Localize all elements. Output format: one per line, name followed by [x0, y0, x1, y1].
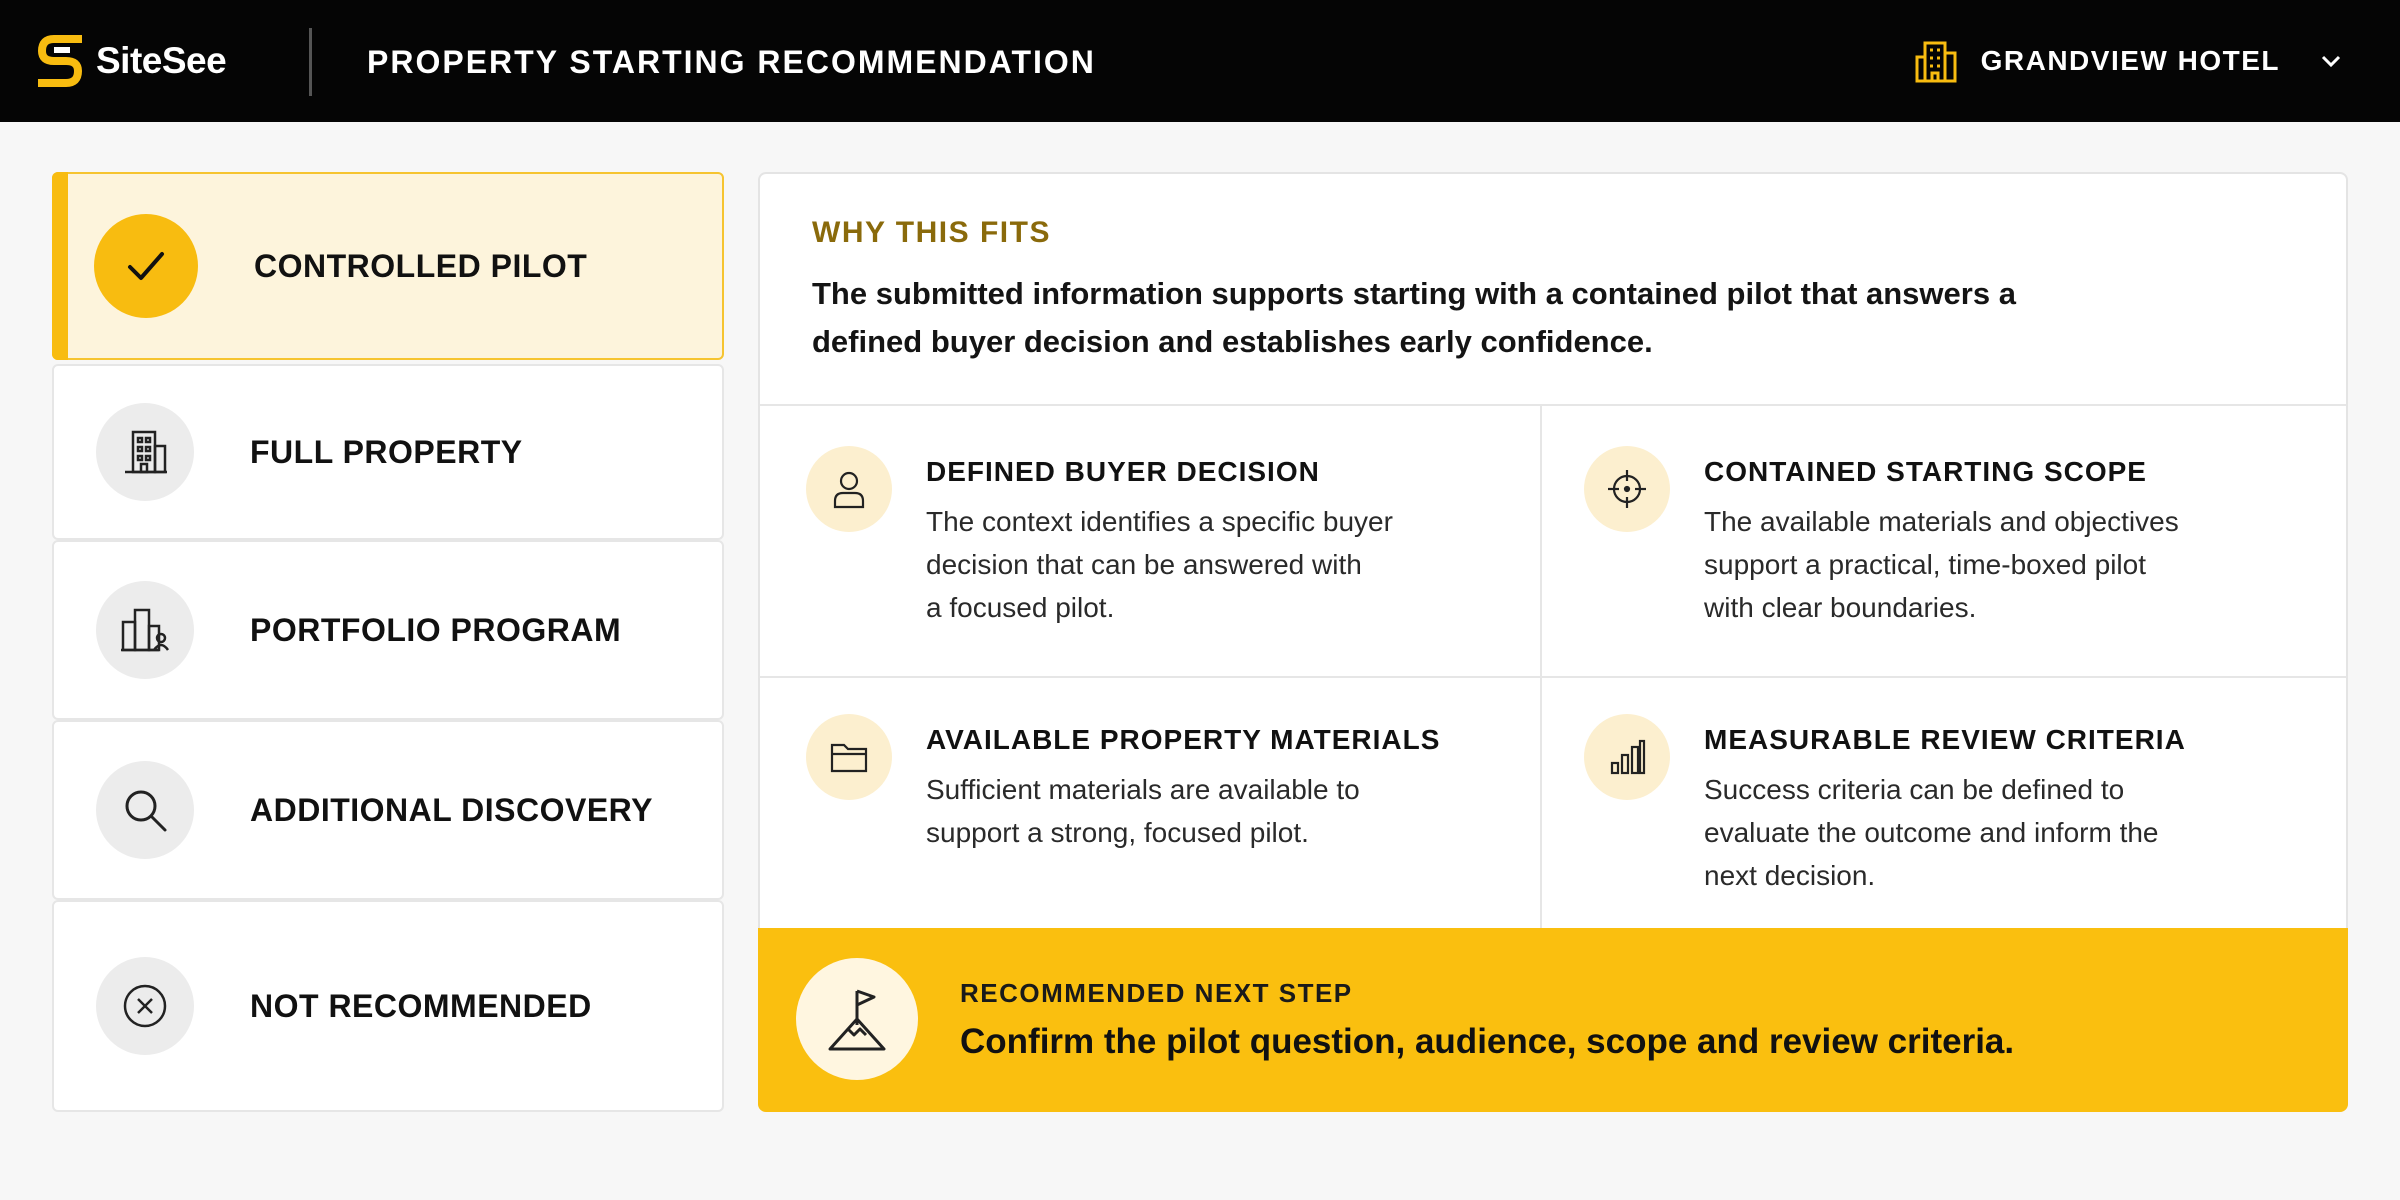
next-step-banner[interactable] — [758, 928, 2348, 1112]
search-icon — [119, 784, 171, 836]
reason-title: DEFINED BUYER DECISION — [926, 456, 1320, 487]
next-step-label: RECOMMENDED NEXT STEP — [960, 978, 1353, 1008]
reason-description-line: next decision. — [1704, 860, 1876, 891]
reason-description — [926, 500, 1393, 629]
brand-logo[interactable] — [34, 30, 226, 92]
property-name: GRANDVIEW HOTEL — [1980, 45, 2280, 76]
chevron-down-icon[interactable] — [2318, 48, 2344, 74]
option-not-recommended[interactable] — [52, 900, 724, 1112]
flag-badge — [796, 958, 918, 1080]
option-icon-badge — [96, 581, 194, 679]
reason-description-line: evaluate the outcome and inform the — [1704, 817, 2159, 848]
option-additional-discovery[interactable] — [52, 720, 724, 900]
reason-icon-badge — [806, 446, 892, 532]
reason-description — [926, 768, 1360, 854]
reason-icon-badge — [1584, 714, 1670, 800]
reason-title: AVAILABLE PROPERTY MATERIALS — [926, 724, 1441, 755]
divider — [760, 404, 2346, 406]
option-icon-badge — [96, 403, 194, 501]
reason-icon-badge — [806, 714, 892, 800]
option-controlled-pilot[interactable] — [52, 172, 724, 360]
reason-measurable-review-criteria — [1584, 714, 2324, 914]
mountain-flag-icon — [824, 983, 890, 1055]
page-title: PROPERTY STARTING RECOMMENDATION — [367, 44, 1096, 80]
header-divider — [309, 28, 312, 96]
reason-description-line: support a strong, focused pilot. — [926, 817, 1309, 848]
reason-title: CONTAINED STARTING SCOPE — [1704, 456, 2147, 487]
building-icon — [119, 426, 171, 478]
reason-icon-badge — [1584, 446, 1670, 532]
bar-chart-icon — [1605, 735, 1649, 779]
option-label: CONTROLLED PILOT — [254, 247, 588, 284]
reason-description — [1704, 768, 2159, 897]
option-label: PORTFOLIO PROGRAM — [250, 611, 622, 648]
check-icon — [120, 240, 172, 292]
top-bar — [0, 0, 2400, 122]
sitesee-logo-icon — [34, 31, 86, 91]
property-selector[interactable] — [1915, 36, 2344, 86]
option-icon-badge — [96, 957, 194, 1055]
option-label: NOT RECOMMENDED — [250, 987, 592, 1024]
divider — [760, 676, 2346, 678]
next-step-text: Confirm the pilot question, audience, scope and review criteria. — [960, 1022, 2015, 1061]
brand-name: SiteSee — [96, 40, 227, 81]
reason-description — [1704, 500, 2179, 629]
reason-description-line: Sufficient materials are available to — [926, 774, 1360, 805]
why-this-fits-text: The submitted information supports starting with a contained pilot that answers a defined buyer decision and establishes early confidence. — [812, 276, 2016, 359]
option-icon-badge — [96, 761, 194, 859]
option-portfolio-program[interactable] — [52, 540, 724, 720]
reason-description-line: Success criteria can be defined to — [1704, 774, 2125, 805]
buildings-icon — [119, 604, 171, 656]
reason-description-line: decision that can be answered with — [926, 549, 1362, 580]
reason-title: MEASURABLE REVIEW CRITERIA — [1704, 724, 2186, 755]
option-icon-badge — [94, 214, 198, 318]
hotel-icon — [1915, 39, 1957, 83]
option-label: FULL PROPERTY — [250, 433, 523, 470]
reason-contained-starting-scope — [1584, 446, 2324, 646]
person-icon — [827, 467, 871, 511]
reason-available-property-materials — [806, 714, 1506, 914]
folder-icon — [827, 735, 871, 779]
reason-description-line: The context identifies a specific buyer — [926, 506, 1393, 537]
reason-defined-buyer-decision — [806, 446, 1506, 646]
selected-indicator — [52, 172, 68, 360]
x-circle-icon — [119, 980, 171, 1032]
why-this-fits-label: WHY THIS FITS — [812, 216, 1051, 249]
reason-description-line: with clear boundaries. — [1704, 592, 1977, 623]
reason-description-line: a focused pilot. — [926, 592, 1115, 623]
reason-description-line: support a practical, time-boxed pilot — [1704, 549, 2146, 580]
reason-description-line: The available materials and objectives — [1704, 506, 2179, 537]
option-full-property[interactable] — [52, 364, 724, 540]
option-label: ADDITIONAL DISCOVERY — [250, 791, 653, 828]
divider — [1540, 404, 1542, 930]
crosshair-icon — [1605, 467, 1649, 511]
